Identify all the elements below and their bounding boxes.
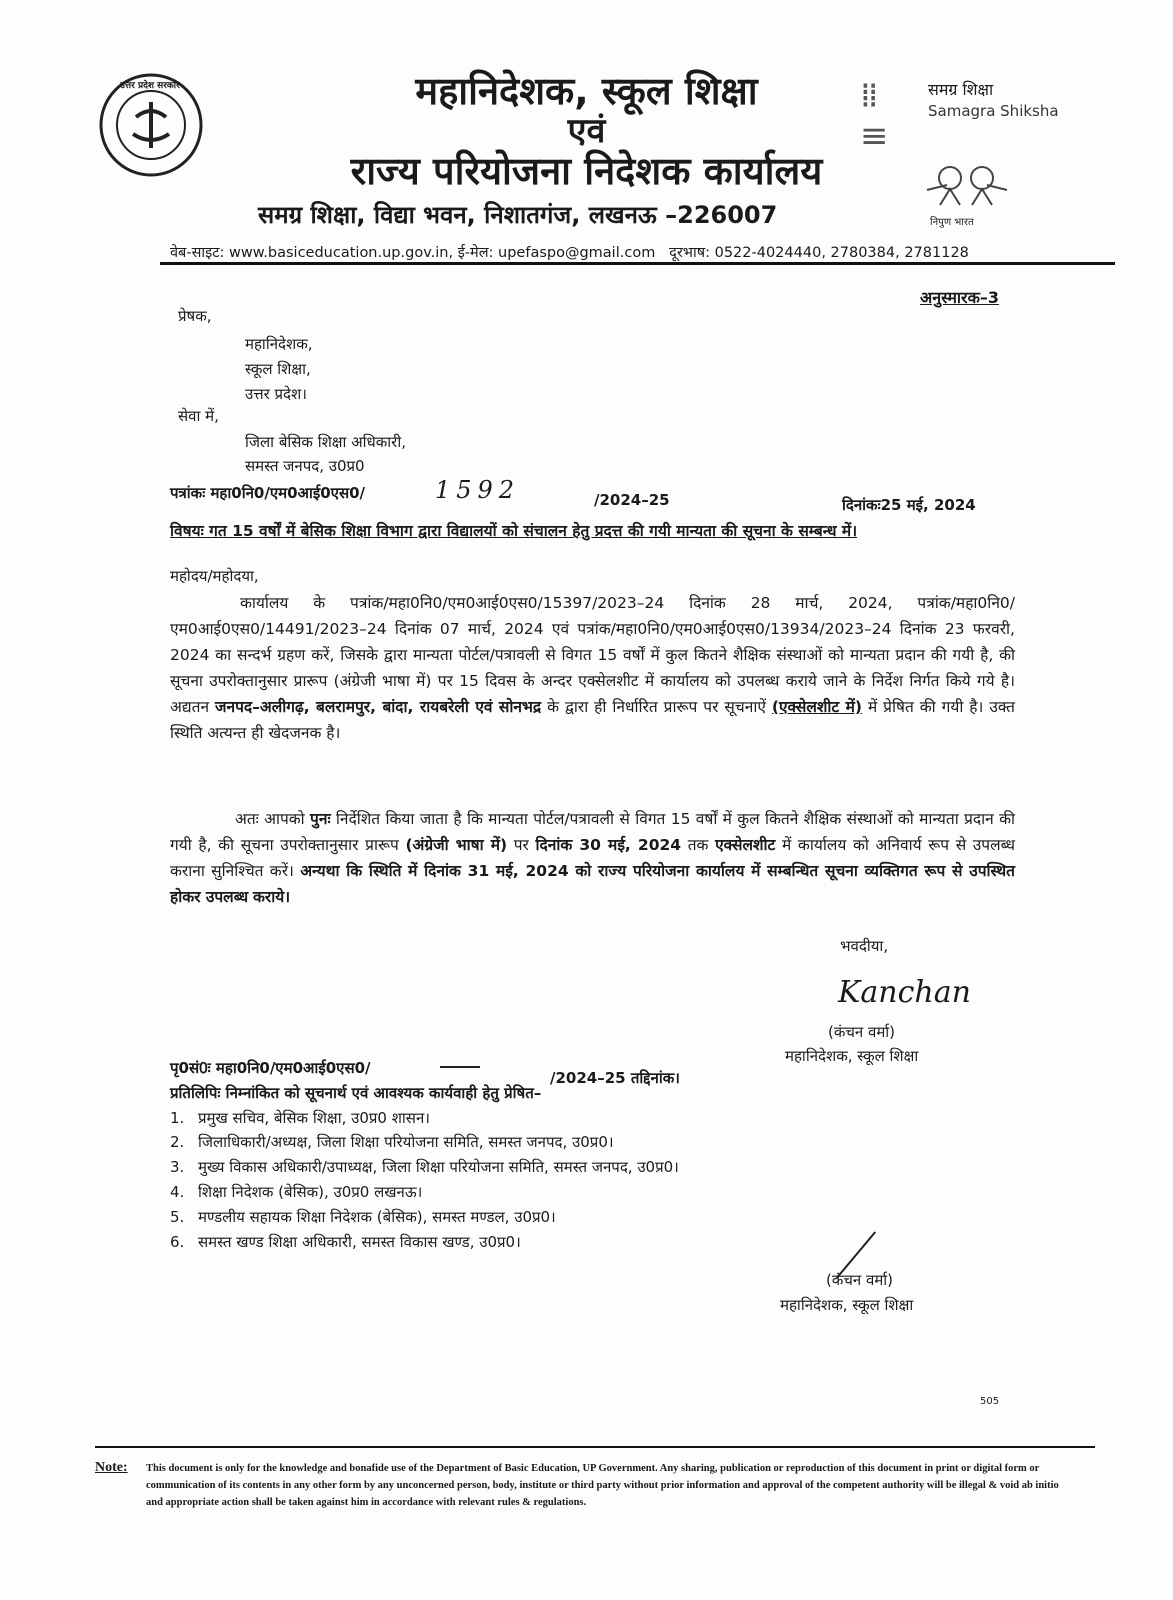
copy-signer-name: (कंचन वर्मा) — [826, 1271, 894, 1289]
subject-line: विषयः गत 15 वर्षों में बेसिक शिक्षा विभाग द्वारा विद्यालयों को संचालन हेतु प्रदत्त की गयी मान्यता की सूचना के सम्बन्ध में। — [170, 522, 858, 540]
sender-label: प्रेषक, — [178, 307, 212, 325]
footer-divider — [95, 1446, 1095, 1448]
copy-list-item: 4. शिक्षा निदेशक (बेसिक), उ0प्र0 लखनऊ। — [170, 1183, 423, 1201]
office-title-line3: राज्य परियोजना निदेशक कार्यालय — [350, 149, 823, 193]
closing: भवदीया, — [840, 937, 889, 955]
samagra-icon: ⁞⁞≡ — [860, 76, 886, 156]
copy-reference-year: /2024–25 तद्दिनांक। — [550, 1069, 680, 1087]
contact-line: वेब-साइट: www.basiceducation.up.gov.in, ई-मेल: upefaspo@gmail.com दूरभाष: 0522-4024440, 2780384, 2781128 — [170, 245, 969, 261]
up-government-emblem: उत्तर प्रदेश सरकार — [98, 72, 204, 178]
sender-block: महानिदेशक, स्कूल शिक्षा, उत्तर प्रदेश। — [245, 335, 313, 403]
note-text: This document is only for the knowledge and bonafide use of the Department of Basic Education, UP Government. Any sharing, publication or reproduction of this document in print or digital form or communication of its contents in any other form by any unconcerned person, body, institute or third party without prior information and approval of the competent authority will be illegal & void ab initio and appropriate action shall be taken against him in accordance with relevant rules & regulations. — [146, 1463, 1059, 1508]
to-label: सेवा में, — [178, 407, 219, 425]
reference-year: /2024–25 — [594, 491, 670, 509]
copy-list-item: 6. समस्त खण्ड शिक्षा अधिकारी, समस्त विकास खण्ड, उ0प्र0। — [170, 1233, 521, 1251]
handwritten-dash — [440, 1066, 480, 1068]
office-title-line2: एवं — [567, 111, 606, 151]
paragraph-1: कार्यालय के पत्रांक/महा0नि0/एम0आई0एस0/15397/2023–24 दिनांक 28 मार्च, 2024, पत्रांक/महा0नि0/एम0आई0एस0/14491/2023–24 दिनांक 07 मार्च, 2024 एवं पत्रांक/महा0नि0/एम0आई0एस0/13934/2023–24 दिनांक 23 फरवरी, 2024 का सन्दर्भ ग्रहण करें, जिसके द्वारा मान्यता पोर्टल/पत्रावली से विगत 15 वर्षों में कुल कितने शैक्षिक संस्थाओं को मान्यता प्रदान की गयी है, की सूचना उपरोक्तानुसार प्रारूप (अंग्रेजी भाषा में) पर 15 दिवस के अन्दर एक्सेलशीट में कार्यालय को उपलब्ध कराये जाने के निर्देश निर्गत किये गये है। अद्यतन जनपद–अलीगढ़, बलरामपुर, बांदा, रायबरेली एवं सोनभद्र के द्वारा ही निर्धारित प्रारूप पर सूचनाऐं (एक्सेलशीट में) में प्रेषित की गयी है। उक्त स्थिति अत्यन्त ही खेदजनक है। — [170, 594, 1015, 742]
signer-title: महानिदेशक, स्कूल शिक्षा — [785, 1047, 919, 1065]
reminder-label: अनुस्मारक–3 — [920, 288, 1000, 307]
office-title-line1: महानिदेशक, स्कूल शिक्षा — [415, 69, 758, 113]
note-label: Note: — [95, 1460, 128, 1475]
copy-list-item: 1. प्रमुख सचिव, बेसिक शिक्षा, उ0प्र0 शासन। — [170, 1109, 430, 1127]
copy-list-item: 5. मण्डलीय सहायक शिक्षा निदेशक (बेसिक), समस्त मण्डल, उ0प्र0। — [170, 1208, 556, 1226]
nipun-bharat-logo: निपुण भारत — [922, 160, 1012, 230]
handwritten-ref-number: 1592 — [435, 476, 521, 504]
reference-number: पत्रांकः महा0नि0/एम0आई0एस0/ — [170, 484, 366, 502]
signer-name: (कंचन वर्मा) — [828, 1023, 896, 1041]
copy-list-item: 2. जिलाधिकारी/अध्यक्ष, जिला शिक्षा परियोजना समिति, समस्त जनपद, उ0प्र0। — [170, 1133, 614, 1151]
salutation: महोदय/महोदया, — [170, 567, 259, 585]
page-number: 505 — [980, 1396, 1000, 1407]
copy-signer-title: महानिदेशक, स्कूल शिक्षा — [780, 1296, 914, 1314]
office-address: समग्र शिक्षा, विद्या भवन, निशातगंज, लखनऊ –226007 — [258, 201, 778, 229]
recipient-block: जिला बेसिक शिक्षा अधिकारी, समस्त जनपद, उ0प्र0 — [245, 433, 406, 475]
signature: Kanchan — [838, 975, 971, 1010]
copy-heading: प्रतिलिपिः निम्नांकित को सूचनार्थ एवं आवश्यक कार्यवाही हेतु प्रेषित– — [170, 1084, 542, 1102]
letter-page: उत्तर प्रदेश सरकार महानिदेशक, स्कूल शिक्षा एवं राज्य परियोजना निदेशक कार्यालय समग्र शिक्षा, विद्या भवन, निशातगंज, लखनऊ –226007 ⁞⁞≡ समग्र शिक्षा Samagra Shiksha निपुण भारत वेब-साइट: www.basiceducation.up.gov.in, ई-मेल: upefaspo@gmail.com दूरभाष: 0522-4024440, 2780384, 2781128 अनुस्मारक–3 प्रेषक, महानिदेशक, स्कूल शिक्षा, उत्तर प्रदेश। सेवा में, जिला बेसिक शिक्षा अधिकारी, समस्त जनपद, उ0प्र0 पत्रांकः महा0नि0/एम0आई0एस0/ 1592 /2024–25 दिनांकः25 मई, 2024 विषयः गत 15 वर्षों में बेसिक शिक्षा विभाग द्वारा विद्यालयों को संचालन हेतु प्रदत्त की गयी मान्यता की सूचना के सम्बन्ध में। महोदय/महोदया, कार्यालय के पत्रांक/महा0नि0/एम0आई0एस0/15397/2023–24 दिनांक 28 मार्च, 2024, पत्रांक/महा0नि0/एम0आई0एस0/14491/2023–24 दिनांक 07 मार्च, 2024 एवं पत्रांक/महा0नि0/एम0आई0एस0/13934/2023–24 दिनांक 23 फरवरी, 2024 का सन्दर्भ ग्रहण करें, जिसके द्वारा मान्यता पोर्टल/पत्रावली से विगत 15 वर्षों में कुल कितने शैक्षिक संस्थाओं को मान्यता प्रदान की गयी है, की सूचना उपरोक्तानुसार प्रारूप (अंग्रेजी भाषा में) पर 15 दिवस के अन्दर एक्सेलशीट में कार्यालय को उपलब्ध कराये जाने के निर्देश निर्गत किये गये है। अद्यतन जनपद–अलीगढ़, बलरामपुर, बांदा, रायबरेली एवं सोनभद्र के द्वारा ही निर्धारित प्रारूप पर सूचनाऐं (एक्सेलशीट में) में प्रेषित की गयी है। उक्त स्थिति अत्यन्त ही खेदजनक है। अतः आपको पुनः निर्देशित किया जाता है कि मान्यता पोर्टल/पत्रावली से विगत 15 वर्षों में कुल कितने शैक्षिक संस्थाओं को मान्यता प्रदान की गयी है, की सूचना उपरोक्तानुसार प्रारूप (अंग्रेजी भाषा में) पर दिनांक 30 मई, 2024 तक एक्सेलशीट में कार्यालय को अनिवार्य रूप से उपलब्ध कराना सुनिश्चित करें। अन्यथा कि स्थिति में दिनांक 31 मई, 2024 को राज्य परियोजना कार्यालय में सम्बन्धित सूचना व्यक्तिगत रूप से उपस्थित होकर उपलब्ध कराये। भवदीया, Kanchan (कंचन वर्मा) महानिदेशक, स्कूल शिक्षा पृ0सं0ः महा0नि0/एम0आई0एस0/ /2024–25 तद्दिनांक। प्रतिलिपिः निम्नांकित को सूचनार्थ एवं आवश्यक कार्यवाही हेतु प्रेषित– 1. प्रमुख सचिव, बेसिक शिक्षा, उ0प्र0 शासन। 2. जिलाधिकारी/अध्यक्ष, जिला शिक्षा परियोजना समिति, समस्त जनपद, उ0प्र0। 3. मुख्य विकास अधिकारी/उपाध्यक्ष, जिला शिक्षा परियोजना समिति, समस्त जनपद, उ0प्र0। 4. शिक्षा निदेशक (बेसिक), उ0प्र0 लखनऊ। 5. मण्डलीय सहायक शिक्षा निदेशक (बेसिक), समस्त मण्डल, उ0प्र0। 6. समस्त खण्ड शिक्षा अधिकारी, समस्त विकास खण्ड, उ0प्र0। (कंचन वर्मा) महानिदेशक, स्कूल शिक्षा 505 Note: This document is only for the knowledge and bonafide use of the Department of Basic Education, UP Government. Any sharing, publication or reproduction of this document in print or digital form or communication of its contents in any other form by any unconcerned person, body, institute or third party without prior information and approval of the competent authority will be illegal & void ab initio and appropriate action shall be taken against him in accordance with relevant rules & regulations. — [0, 0, 1173, 1600]
header-divider — [160, 262, 1115, 265]
copy-reference: पृ0सं0ः महा0नि0/एम0आई0एस0/ — [170, 1059, 371, 1077]
paragraph-2: अतः आपको पुनः निर्देशित किया जाता है कि मान्यता पोर्टल/पत्रावली से विगत 15 वर्षों में कुल कितने शैक्षिक संस्थाओं को मान्यता प्रदान की गयी है, की सूचना उपरोक्तानुसार प्रारूप (अंग्रेजी भाषा में) पर दिनांक 30 मई, 2024 तक एक्सेलशीट में कार्यालय को अनिवार्य रूप से उपलब्ध कराना सुनिश्चित करें। अन्यथा कि स्थिति में दिनांक 31 मई, 2024 को राज्य परियोजना कार्यालय में सम्बन्धित सूचना व्यक्तिगत रूप से उपस्थित होकर उपलब्ध कराये। — [170, 810, 1016, 906]
copy-list-item: 3. मुख्य विकास अधिकारी/उपाध्यक्ष, जिला शिक्षा परियोजना समिति, समस्त जनपद, उ0प्र0। — [170, 1158, 679, 1176]
letter-date: दिनांकः25 मई, 2024 — [842, 496, 976, 514]
